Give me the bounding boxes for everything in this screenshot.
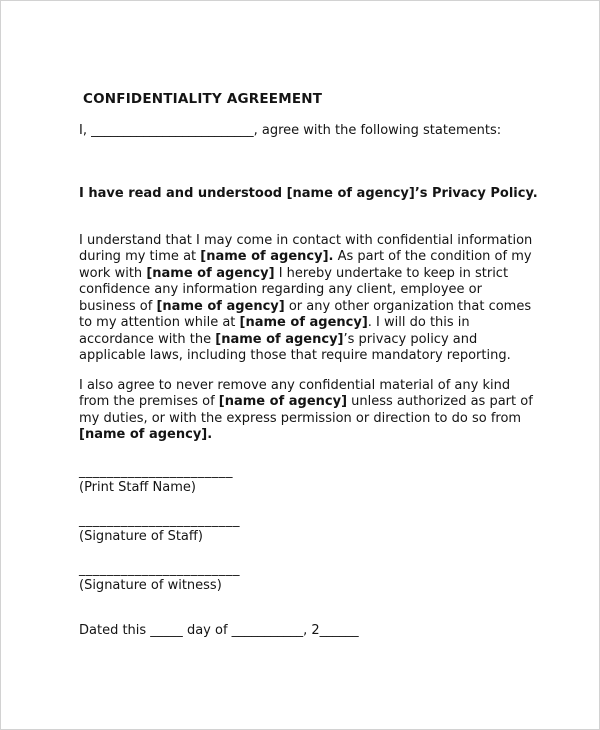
witness-signature-label: (Signature of witness) [79, 578, 222, 593]
paragraph-remove-material: I also agree to never remove any confidential material of any kind from the premises of [name of agency] unless authorized as part of my duties, or with the express permission or direction to do so from [name of agency]. [79, 377, 533, 442]
document-title: CONFIDENTIALITY AGREEMENT [83, 91, 323, 107]
signature-block-print-staff-name [79, 464, 535, 497]
statement-heading: I have read and understood [name of agency]’s Privacy Policy. [79, 186, 538, 201]
staff-signature-line: _______________________ [79, 512, 240, 528]
witness-signature-line: _______________________ [79, 561, 240, 577]
dated-line: Dated this _____ day of ___________, 2______ [79, 622, 359, 638]
print-staff-name-line: ______________________ [79, 463, 233, 479]
signature-block-staff-signature [79, 513, 535, 546]
staff-signature-label: (Signature of Staff) [79, 529, 203, 544]
signature-block-witness-signature [79, 562, 535, 595]
intro-line: I, _________________________, agree with the following statements: [79, 122, 502, 138]
paragraph-confidential-information: I understand that I may come in contact with confidential information during my time at [name of agency]. As part of the condition of my work with [name of agency] I hereby undertake to keep in strict confidence any information regarding any client, employee or business of [name of agency] or any other organization that comes to my attention while at [name of agency]. I will do this in accordance with the [name of agency]’s privacy policy and applicable laws, including those that require mandatory reporting. [79, 232, 533, 363]
print-staff-name-label: (Print Staff Name) [79, 480, 196, 495]
